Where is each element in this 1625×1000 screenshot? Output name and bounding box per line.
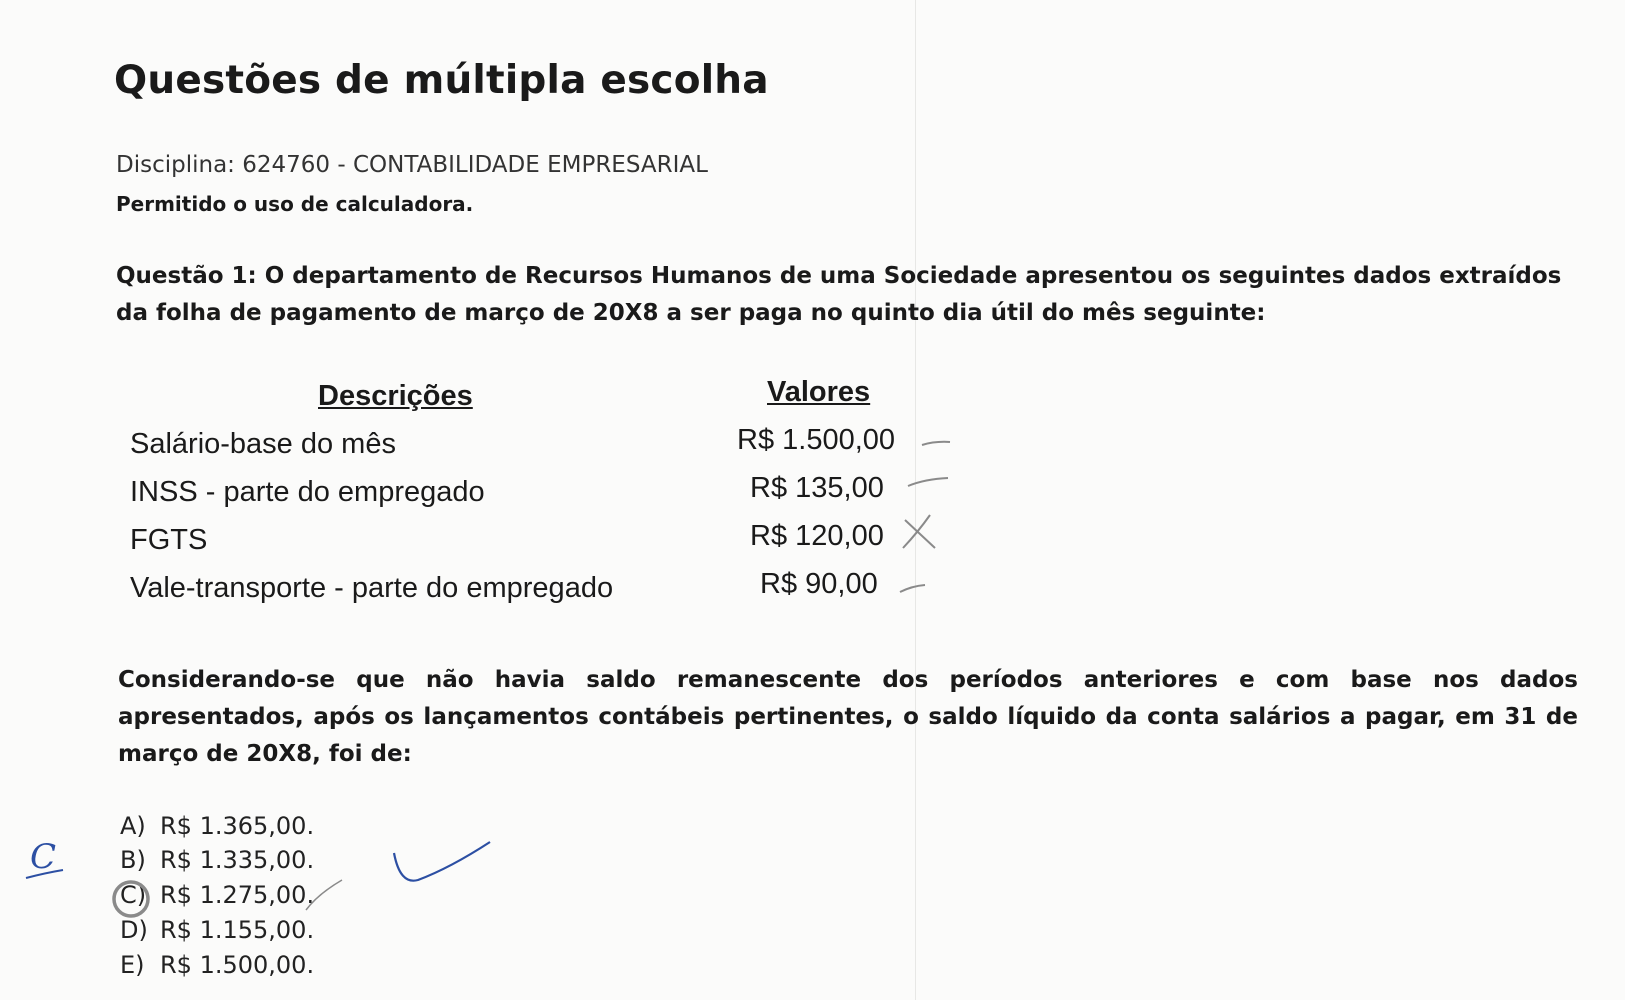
option-text: R$ 1.335,00. [160,846,315,874]
option-a[interactable] [120,812,314,840]
handwritten-answer-letter: C [30,837,57,877]
table-row-desc: INSS - parte do empregado [130,476,485,508]
table-header-descriptions: Descrições [318,380,473,412]
table-row-value: R$ 135,00 [750,472,884,504]
page-title: Questões de múltipla escolha [114,58,769,103]
option-letter: E) [120,951,145,979]
tick-dash-salary [922,442,950,445]
table-header-values: Valores [767,376,871,408]
option-c[interactable] [120,881,314,909]
tick-dash-transport [900,585,925,592]
table-row-value: R$ 90,00 [760,568,878,600]
table-row-desc: FGTS [130,524,208,556]
option-text: R$ 1.500,00. [160,951,315,979]
table-row-desc: Salário-base do mês [130,428,396,460]
option-d[interactable] [120,916,314,944]
option-letter: A) [120,812,146,840]
tick-dash-inss [908,478,948,486]
option-letter: D) [120,916,148,944]
table-row-desc: Vale-transporte - parte do empregado [130,572,614,604]
consideration-text: Considerando-se que não havia saldo remanescente dos períodos anteriores e com base nos dados apresentados, após os lançamentos contábeis pertinentes, o saldo líquido da conta salários a pagar, em 31 de março de 20X8, foi de: [118,667,1578,767]
discipline-line: Disciplina: 624760 - CONTABILIDADE EMPRESARIAL [116,152,708,178]
table-row-value: R$ 1.500,00 [737,424,896,456]
option-letter: C) [120,881,147,909]
cross-mark-icon [903,515,935,548]
handwritten-underline [26,870,63,878]
option-text: R$ 1.275,00. [160,881,315,909]
scan-fold-line [915,0,916,1000]
option-text: R$ 1.155,00. [160,916,315,944]
option-text: R$ 1.365,00. [160,812,315,840]
checkmark-icon [394,842,490,881]
calculator-note: Permitido o uso de calculadora. [116,192,474,216]
table-row-value: R$ 120,00 [750,520,884,552]
option-b[interactable] [120,846,314,874]
option-e[interactable] [120,951,314,979]
question-text: Questão 1: O departamento de Recursos Humanos de uma Sociedade apresentou os seguintes dados extraídos da folha de pagamento de março de 20X8 a ser paga no quinto dia útil do mês seguinte: [116,263,1562,326]
option-letter: B) [120,846,146,874]
